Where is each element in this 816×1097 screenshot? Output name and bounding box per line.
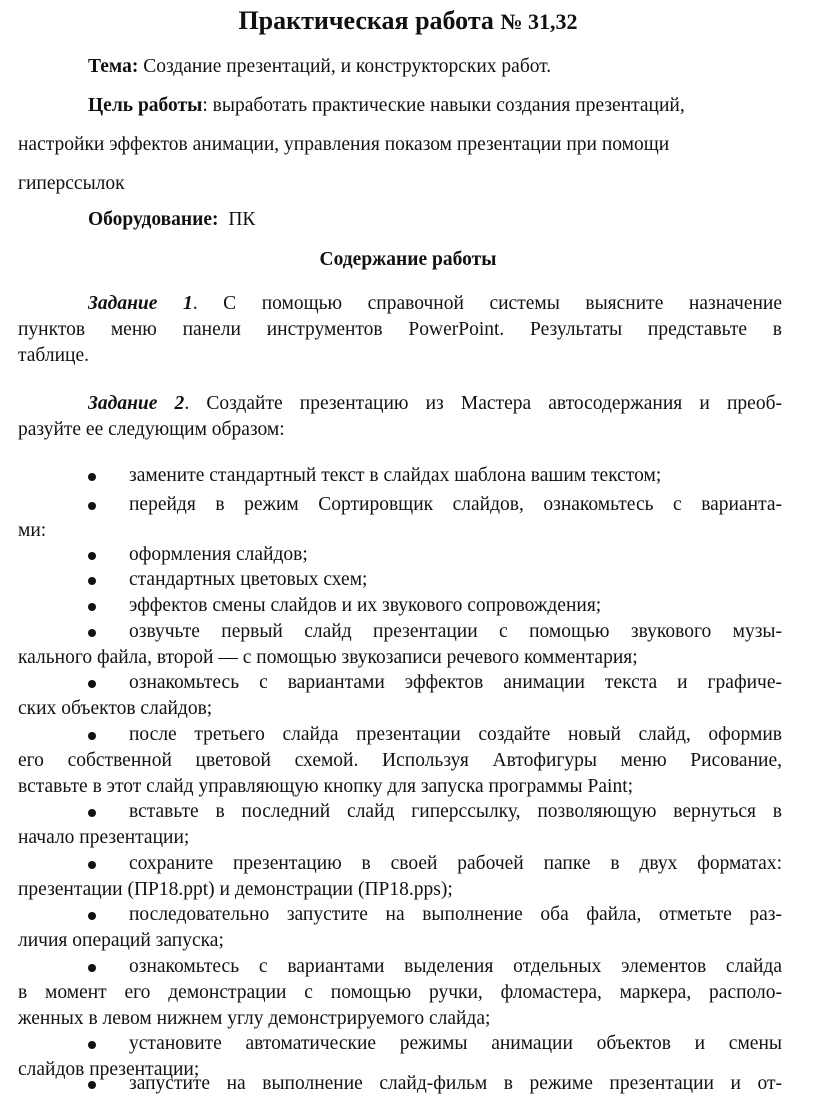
- bullet-dot: [88, 809, 96, 817]
- bullet-10-line-2: презентации (ПР18.ppt) и демонстрации (ПР18.pps);: [18, 879, 453, 900]
- bullet-dot: [88, 629, 96, 637]
- bullet-13-line-1: установите автоматические режимы анимации объектов и смены: [129, 1033, 782, 1054]
- goal-line-3: гиперссылок: [18, 173, 125, 194]
- bullet-dot: [88, 680, 96, 688]
- bullet-7-line-1: ознакомьтесь с вариантами эффектов анимации текста и графиче-: [129, 672, 782, 693]
- bullet-dot: [88, 577, 96, 585]
- bullet-2-line-1: перейдя в режим Сортировщик слайдов, ознакомьтесь с варианта-: [129, 494, 782, 515]
- bullet-8-line-2: его собственной цветовой схемой. Используя Автофигуры меню Рисование,: [18, 750, 782, 771]
- bullet-4-text: стандартных цветовых схем;: [129, 569, 368, 590]
- bullet-5-text: эффектов смены слайдов и их звукового сопровождения;: [129, 595, 602, 616]
- task1-line-2: пунктов меню панели инструментов PowerPoint. Результаты представьте в: [18, 319, 782, 340]
- task2-line-1: [18, 391, 782, 417]
- content-heading: Содержание работы: [319, 249, 497, 270]
- bullet-11-line-1: последовательно запустите на выполнение оба файла, отметьте раз-: [129, 904, 782, 925]
- theme-label: Тема:: [88, 56, 139, 77]
- goal-label: Цель работы: [88, 95, 203, 116]
- bullet-14-line-1: запустите на выполнение слайд-фильм в режиме презентации и от-: [129, 1073, 782, 1094]
- bullet-dot: [88, 603, 96, 611]
- bullet-11-line-2: личия операций запуска;: [18, 930, 224, 951]
- goal-text-1: : выработать практические навыки создания презентаций,: [202, 95, 685, 116]
- task2-text-1: . Создайте презентацию из Мастера автосодержания и преоб-: [184, 393, 782, 414]
- equipment-label: Оборудование:: [88, 209, 219, 230]
- bullet-dot: [88, 861, 96, 869]
- page-title: [0, 4, 816, 39]
- bullet-9-line-2: начало презентации;: [18, 827, 190, 848]
- bullet-dot: [88, 502, 96, 510]
- task1-label: Задание 1: [88, 293, 193, 314]
- task2-line-2: разуйте ее следующим образом:: [18, 419, 285, 440]
- equipment-line: [88, 207, 255, 233]
- task2-label: Задание 2: [88, 393, 185, 414]
- bullet-dot: [88, 473, 96, 481]
- bullet-6-line-2: кального файла, второй — с помощью звукозаписи речевого комментария;: [18, 647, 638, 668]
- title-text: Практическая работа: [238, 6, 494, 35]
- bullet-9-line-1: вставьте в последний слайд гиперссылку, позволяющую вернуться в: [129, 801, 782, 822]
- bullet-dot: [88, 552, 96, 560]
- task1-line-1: [18, 291, 782, 317]
- task1-line-3: таблице.: [18, 345, 89, 366]
- bullet-1-text: замените стандартный текст в слайдах шаблона вашим текстом;: [129, 465, 662, 486]
- bullet-10-line-1: сохраните презентацию в своей рабочей папке в двух форматах:: [129, 853, 782, 874]
- bullet-12-line-2: в момент его демонстрации с помощью ручки, фломастера, маркера, располо-: [18, 982, 782, 1003]
- bullet-13-line-2: слайдов презентации;: [18, 1059, 200, 1080]
- bullet-3-text: оформления слайдов;: [129, 544, 308, 565]
- bullet-dot: [88, 964, 96, 972]
- title-number: № 31,32: [500, 9, 578, 34]
- goal-line-1: [88, 93, 685, 119]
- theme-text: Создание презентаций, и конструкторских работ.: [138, 56, 552, 77]
- bullet-7-line-2: ских объектов слайдов;: [18, 698, 213, 719]
- bullet-12-line-1: ознакомьтесь с вариантами выделения отдельных элементов слайда: [129, 956, 782, 977]
- theme-line: [88, 54, 551, 80]
- bullet-dot: [88, 1081, 96, 1089]
- equipment-text: ПК: [228, 209, 256, 230]
- bullet-dot: [88, 912, 96, 920]
- bullet-8-line-1: после третьего слайда презентации создайте новый слайд, оформив: [129, 724, 782, 745]
- bullet-dot: [88, 732, 96, 740]
- bullet-8-line-3: вставьте в этот слайд управляющую кнопку для запуска программы Paint;: [18, 776, 634, 797]
- goal-line-2: настройки эффектов анимации, управления показом презентации при помощи: [18, 134, 670, 155]
- bullet-dot: [88, 1041, 96, 1049]
- bullet-2-line-2: ми:: [18, 520, 47, 541]
- bullet-12-line-3: женных в левом нижнем углу демонстрируемого слайда;: [18, 1008, 491, 1029]
- bullet-6-line-1: озвучьте первый слайд презентации с помощью звукового музы-: [129, 621, 782, 642]
- task1-text-1: . С помощью справочной системы выясните назначение: [192, 293, 782, 314]
